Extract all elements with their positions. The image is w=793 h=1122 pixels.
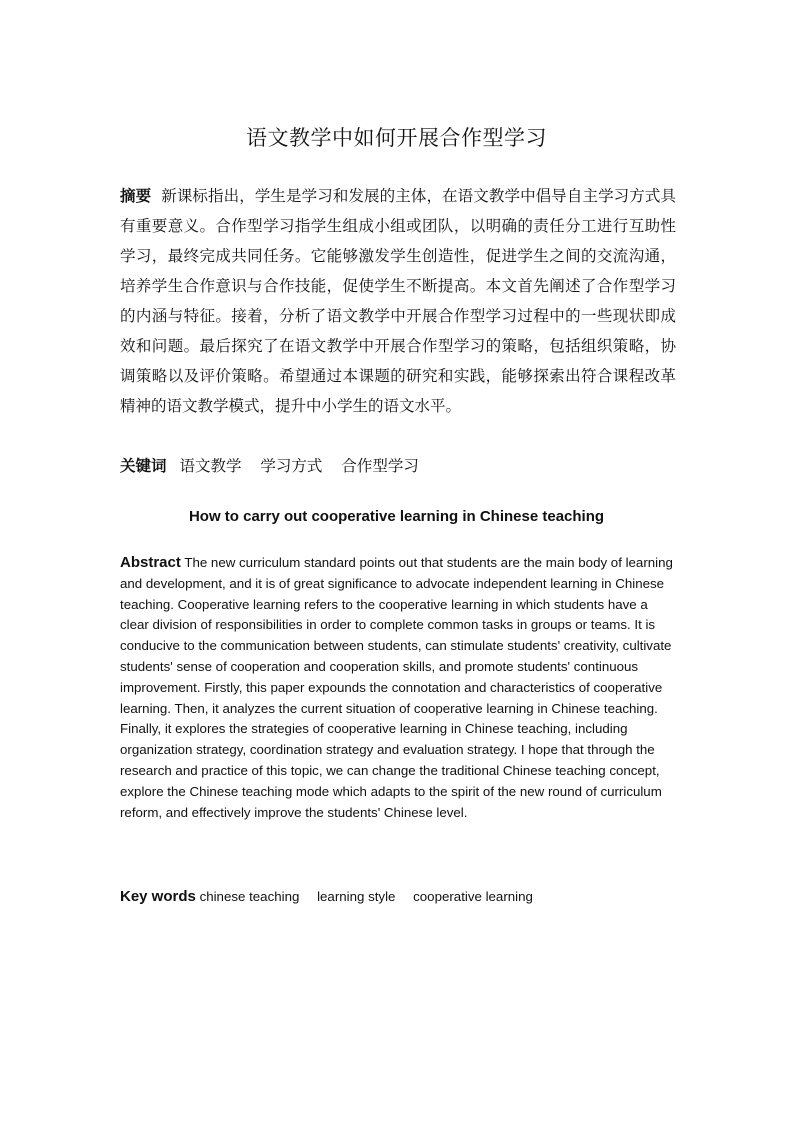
- chinese-abstract-text: 新课标指出，学生是学习和发展的主体，在语文教学中倡导自主学习方式具有重要意义。合作型学习指学生组成小组或团队，以明确的责任分工进行互助性学习，最终完成共同任务。它能够激发学生创造性，促进学生之间的交流沟通，培养学生合作意识与合作技能，促使学生不断提高。本文首先阐述了合作型学习的内涵与特征。接着，分析了语文教学中开展合作型学习过程中的一些现状即成效和问题。最后探究了在语文教学中开展合作型学习的策略，包括组织策略，协调策略以及评价策略。希望通过本课题的研究和实践，能够探索出符合课程改革精神的语文教学模式，提升中小学生的语文水平。: [120, 187, 676, 415]
- chinese-keyword: 语文教学: [179, 457, 242, 475]
- english-abstract-text: The new curriculum standard points out that students are the main body of learning and development, and it is of great significance to advocate independent learning in Chinese teaching. Cooperative learning refers to the cooperative learning in which students have a clear division of responsibilities in order to complete common tasks in groups or teams. It is conducive to the communication between students, can stimulate students' creativity, cultivate students' sense of cooperation and cooperation skills, and promote students' continuous improvement. Firstly, this paper expounds the connotation and characteristics of cooperative learning. Then, it analyzes the current situation of cooperative learning in Chinese teaching. Finally, it explores the strategies of cooperative learning in Chinese teaching, including organization strategy, coordination strategy and evaluation strategy. I hope that through the research and practice of this topic, we can change the traditional Chinese teaching concept, explore the Chinese teaching mode which adapts to the spirit of the new round of curriculum reform, and effectively improve the students' Chinese level.: [120, 555, 673, 820]
- chinese-keywords-label: 关键词: [120, 457, 167, 475]
- english-keyword: chinese teaching: [199, 889, 300, 904]
- english-keyword: learning style: [317, 889, 396, 904]
- english-keyword: cooperative learning: [413, 889, 533, 904]
- chinese-title: 语文教学中如何开展合作型学习: [246, 126, 547, 150]
- chinese-abstract: [120, 181, 676, 421]
- chinese-keyword: 学习方式: [260, 457, 323, 475]
- english-abstract: [120, 553, 676, 823]
- english-keywords: [120, 886, 676, 908]
- chinese-keywords: [120, 451, 676, 481]
- chinese-abstract-label: 摘要: [120, 187, 152, 205]
- chinese-keyword: 合作型学习: [341, 457, 419, 475]
- english-title: How to carry out cooperative learning in Chinese teaching: [188, 508, 605, 525]
- english-keywords-label: Key words: [120, 888, 196, 905]
- english-abstract-label: Abstract: [120, 554, 181, 571]
